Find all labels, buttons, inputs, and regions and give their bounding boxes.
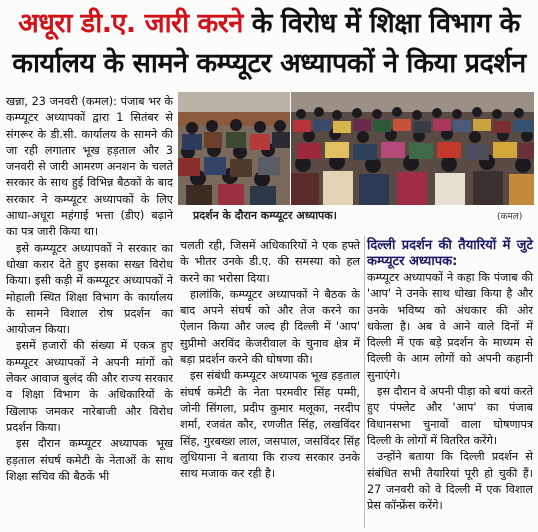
protest-photo-right — [291, 92, 534, 205]
paragraph: इसे कम्प्यूटर अध्यापकों ने सरकार का धोखा करार देते हुए इसका सख्त विरोध किया। इसी कड़ी में कम्प्यूटर अध्यापकों ने मोहाली स्थित शिक्षा विभाग के कार्यालय के सामने विशाल रोष प्रदर्शन का आयोजन किया। — [6, 241, 173, 337]
paragraph: खन्ना, 23 जनवरी (कमल): पंजाब भर के कम्प्यूटर अध्यापकों द्वारा 1 सितंबर से संगरूर के डी.सी. कार्यालय के सामने की जा रही लगातार भूख हड़ताल और 3 जनवरी से जारी आमरण अनशन के चलते सरकार के साथ हुई विभिन्न बैठकों के बाद सरकार ने कम्प्यूटर अध्यापकों के लिए आधा-अधूरा महंगाई भत्ता (डीए) बढ़ाने का पत्र जारी किया था। — [6, 95, 173, 239]
paragraph: हालांकि, कम्प्यूटर अध्यापकों ने बैठक के बाद अपने संघर्ष को और तेज करने का ऐलान किया और जल्द ही दिल्ली में 'आप' सुप्रीमो अरविंद केजरीवाल के चुनाव क्षेत्र में बड़ा प्रदर्शन करने की घोषणा की। — [180, 287, 360, 367]
article-column-3 — [367, 238, 533, 514]
headline-line-2: कार्यालय के सामने कम्प्यूटर अध्यापकों ने किया प्रदर्शन — [12, 48, 526, 79]
paragraph: इसमें हजारों की संख्या में एकत्र हुए कम्प्यूटर अध्यापकों ने अपनी मांगों को लेकर आवाज बुलंद की और राज्य सरकार व शिक्षा विभाग के अधिकारियों के खिलाफ जमकर नारेबाजी और विरोध प्रदर्शन किया। — [6, 339, 173, 434]
paragraph: इस दौरान वे अपनी पीड़ा को बयां करते हुए पंफ्लेट और 'आप' का पंजाब विधानसभा चुनावों वाला घोषणापत्र दिल्ली के लोगों में वितरित करेंगे। — [367, 385, 533, 447]
headline-black-part: के विरोध में शिक्षा विभाग के — [242, 8, 520, 39]
headline — [4, 4, 534, 84]
paragraph: इस दौरान कम्प्यूटर अध्यापक भूख हड़ताल संघर्ष कमेटी के नेताओं के साथ शिक्षा सचिव की बैठकें भी — [6, 437, 173, 483]
photo-caption: प्रदर्शन के दौरान कम्प्यूटर अध्यापक। — [193, 209, 337, 222]
photo-credit: (कमल) — [497, 212, 523, 222]
paragraph: उन्होंने बताया कि दिल्ली प्रदर्शन से संबंधित सभी तैयारियां पूरी हो चुकी हैं। 27 जनवरी को वे दिल्ली में एक विशाल प्रेस कॉन्फ्रेंस करेंगे। — [367, 450, 533, 513]
article-column-1 — [6, 94, 173, 485]
headline-line-1 — [4, 4, 534, 44]
headline-red-part: अधूरा डी.ए. जारी करने — [18, 8, 243, 39]
paragraph: इस संबंधी कम्प्यूटर अध्यापक भूख हड़ताल संघर्ष कमेटी के नेता परमवीर सिंह पम्मी, जोनी सिंगला, प्रदीप कुमार मलूका, नरदीप शर्मा, रजवंत कौर, रणजीत सिंह, लखविंदर सिंह, गुरबख्श लाल, जसपाल, जसविंदर सिंह लुधियाना ने बताया कि राज्य सरकार उनके साथ मजाक कर रही है। — [180, 369, 360, 481]
column-divider — [364, 236, 365, 528]
paragraph: कम्प्यूटर अध्यापकों ने कहा कि पंजाब की 'आप' ने उनके साथ धोखा किया है और उनके भविष्य को अंधकार की ओर धकेला है। अब वे आने वाले दिनों में दिल्ली में एक बड़े प्रदर्शन के माध्यम से दिल्ली के आम लोगों को अपनी कहानी सुनाएंगे। — [367, 271, 533, 382]
article-column-2 — [180, 238, 360, 482]
protest-photo-left — [178, 92, 290, 205]
subheading: दिल्ली प्रदर्शन की तैयारियों में जुटे कम्प्यूटर अध्यापक: — [367, 238, 533, 269]
paragraph: चलती रही, जिसमें अधिकारियों ने एक हफ्ते के भीतर उनके डी.ए. की समस्या को हल करने का भरोसा दिया। — [180, 239, 360, 285]
